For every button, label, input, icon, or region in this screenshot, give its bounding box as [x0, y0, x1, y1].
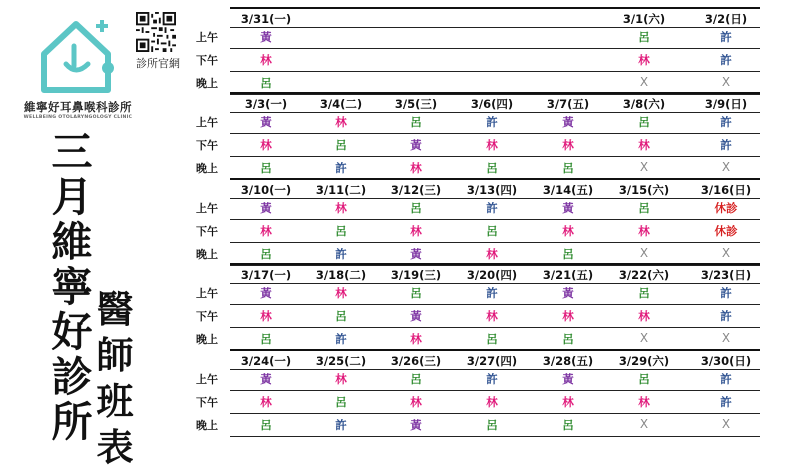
date-header: 3/27(四)	[466, 354, 518, 368]
schedule-cell: 黃	[410, 418, 422, 432]
slot-row-divider	[230, 436, 760, 437]
slot-label-morning: 上午	[196, 202, 218, 215]
slot-row-divider	[230, 304, 760, 305]
date-header: 3/13(四)	[466, 183, 518, 197]
date-header: 3/18(二)	[315, 268, 367, 282]
date-header: 3/12(三)	[390, 183, 442, 197]
schedule-cell: 林	[638, 53, 650, 67]
schedule-cell: 黃	[260, 286, 272, 300]
slot-row-divider	[230, 219, 760, 220]
schedule-cell: 林	[260, 395, 272, 409]
schedule-cell: 黃	[410, 309, 422, 323]
date-row-divider	[230, 369, 760, 370]
clinic-branding	[0, 0, 190, 469]
schedule-cell: 呂	[410, 115, 422, 129]
schedule-cell: 呂	[335, 395, 347, 409]
schedule-cell: 黃	[562, 372, 574, 386]
date-header: 3/5(三)	[394, 97, 438, 111]
date-header: 3/8(六)	[622, 97, 666, 111]
schedule-cell: 黃	[410, 247, 422, 261]
schedule-cell: 林	[486, 395, 498, 409]
schedule-cell: 林	[638, 395, 650, 409]
slot-row-divider	[230, 265, 760, 266]
schedule-cell: X	[639, 75, 649, 89]
schedule-cell: 林	[335, 201, 347, 215]
date-row-divider	[230, 27, 760, 28]
schedule-cell: 休診	[714, 224, 738, 238]
schedule-cell: 黃	[260, 372, 272, 386]
slot-label-morning: 上午	[196, 287, 218, 300]
page-title-part2: 醫師班表	[96, 288, 134, 469]
date-header: 3/17(一)	[240, 268, 292, 282]
week-divider	[230, 178, 760, 180]
schedule-cell: 林	[410, 395, 422, 409]
slot-label-evening: 晚上	[196, 162, 218, 175]
slot-label-evening: 晚上	[196, 248, 218, 261]
schedule-cell: 呂	[638, 201, 650, 215]
schedule-cell: 呂	[562, 332, 574, 346]
schedule-cell: 呂	[410, 286, 422, 300]
schedule-cell: 林	[260, 309, 272, 323]
schedule-cell: 呂	[486, 418, 498, 432]
schedule-cell: 林	[562, 224, 574, 238]
schedule-cell: 呂	[486, 161, 498, 175]
schedule-cell: 黃	[260, 30, 272, 44]
schedule-cell: 林	[335, 286, 347, 300]
schedule-cell: 呂	[335, 309, 347, 323]
doctor-schedule-table	[190, 0, 770, 450]
schedule-cell: 許	[486, 372, 498, 386]
schedule-cell: 呂	[562, 161, 574, 175]
clinic-name-english: WELLBEING OTOLARYNGOLOGY CLINIC	[23, 115, 133, 120]
qr-code[interactable]	[136, 12, 176, 52]
schedule-cell: 呂	[410, 201, 422, 215]
schedule-cell: 呂	[562, 418, 574, 432]
schedule-cell: 許	[720, 138, 732, 152]
schedule-cell: 黃	[260, 115, 272, 129]
schedule-cell: 林	[562, 138, 574, 152]
clinic-logo-house-icon	[38, 16, 114, 96]
week-divider	[230, 92, 760, 94]
schedule-cell: 呂	[486, 332, 498, 346]
schedule-cell: 許	[720, 309, 732, 323]
schedule-cell: 林	[638, 224, 650, 238]
slot-label-evening: 晚上	[196, 419, 218, 432]
schedule-cell: 許	[720, 372, 732, 386]
date-row-divider	[230, 112, 760, 113]
schedule-cell: 呂	[638, 372, 650, 386]
schedule-cell: 林	[410, 224, 422, 238]
schedule-cell: 許	[720, 286, 732, 300]
schedule-cell: 林	[410, 161, 422, 175]
schedule-cell: 呂	[638, 30, 650, 44]
schedule-cell: X	[639, 160, 649, 174]
schedule-cell: 黃	[562, 115, 574, 129]
schedule-cell: 呂	[260, 161, 272, 175]
week-divider	[230, 349, 760, 351]
schedule-cell: 呂	[638, 286, 650, 300]
date-row-divider	[230, 283, 760, 284]
date-header: 3/30(日)	[700, 354, 752, 368]
slot-label-morning: 上午	[196, 31, 218, 44]
schedule-cell: 呂	[486, 224, 498, 238]
schedule-cell: 林	[562, 395, 574, 409]
slot-row-divider	[230, 390, 760, 391]
schedule-cell: 呂	[638, 115, 650, 129]
date-header: 3/26(三)	[390, 354, 442, 368]
schedule-cell: 許	[486, 201, 498, 215]
schedule-cell: 林	[335, 372, 347, 386]
slot-label-morning: 上午	[196, 116, 218, 129]
schedule-cell: 許	[335, 247, 347, 261]
schedule-cell: 林	[410, 332, 422, 346]
schedule-cell: X	[721, 246, 731, 260]
schedule-cell: X	[639, 331, 649, 345]
schedule-cell: X	[721, 417, 731, 431]
slot-row-divider	[230, 48, 760, 49]
date-header: 3/20(四)	[466, 268, 518, 282]
schedule-cell: 呂	[562, 247, 574, 261]
slot-row-divider	[230, 94, 760, 95]
week-divider	[230, 7, 760, 9]
date-header: 3/10(一)	[240, 183, 292, 197]
schedule-cell: 林	[260, 138, 272, 152]
schedule-cell: X	[721, 75, 731, 89]
schedule-cell: 林	[486, 138, 498, 152]
date-header: 3/28(五)	[542, 354, 594, 368]
date-header: 3/2(日)	[704, 12, 748, 26]
date-header: 3/1(六)	[622, 12, 666, 26]
slot-label-afternoon: 下午	[196, 396, 218, 409]
schedule-cell: 呂	[260, 332, 272, 346]
schedule-cell: 許	[720, 53, 732, 67]
schedule-cell: 林	[638, 138, 650, 152]
date-header: 3/15(六)	[618, 183, 670, 197]
schedule-cell: 許	[335, 332, 347, 346]
slot-label-evening: 晚上	[196, 77, 218, 90]
slot-row-divider	[230, 156, 760, 157]
slot-row-divider	[230, 242, 760, 243]
slot-label-evening: 晚上	[196, 333, 218, 346]
slot-row-divider	[230, 327, 760, 328]
schedule-cell: X	[721, 160, 731, 174]
schedule-cell: 許	[720, 30, 732, 44]
slot-label-afternoon: 下午	[196, 139, 218, 152]
schedule-cell: 許	[486, 115, 498, 129]
date-header: 3/25(二)	[315, 354, 367, 368]
date-header: 3/16(日)	[700, 183, 752, 197]
schedule-cell: 休診	[714, 201, 738, 215]
page-title-part1: 三月維寧好診所	[51, 128, 93, 446]
date-header: 3/11(二)	[315, 183, 367, 197]
week-divider	[230, 263, 760, 265]
schedule-cell: X	[639, 246, 649, 260]
date-header: 3/3(一)	[244, 97, 288, 111]
date-row-divider	[230, 198, 760, 199]
slot-row-divider	[230, 133, 760, 134]
qr-code-label: 診所官網	[136, 57, 180, 70]
schedule-cell: 黃	[410, 138, 422, 152]
schedule-cell: 林	[260, 53, 272, 67]
schedule-cell: 林	[486, 247, 498, 261]
schedule-cell: 許	[720, 395, 732, 409]
schedule-cell: 許	[486, 286, 498, 300]
schedule-cell: 許	[335, 161, 347, 175]
date-header: 3/21(五)	[542, 268, 594, 282]
slot-row-divider	[230, 71, 760, 72]
schedule-cell: 林	[638, 309, 650, 323]
schedule-cell: 呂	[260, 76, 272, 90]
schedule-cell: 林	[486, 309, 498, 323]
date-header: 3/29(六)	[618, 354, 670, 368]
date-header: 3/24(一)	[240, 354, 292, 368]
schedule-cell: 黃	[260, 201, 272, 215]
clinic-name: 維寧好耳鼻喉科診所	[24, 100, 132, 114]
date-header: 3/19(三)	[390, 268, 442, 282]
schedule-cell: 林	[335, 115, 347, 129]
date-header: 3/4(二)	[319, 97, 363, 111]
date-header: 3/7(五)	[546, 97, 590, 111]
date-header: 3/22(六)	[618, 268, 670, 282]
schedule-cell: 林	[260, 224, 272, 238]
date-header: 3/31(一)	[240, 12, 292, 26]
date-header: 3/14(五)	[542, 183, 594, 197]
schedule-cell: X	[639, 417, 649, 431]
schedule-cell: 黃	[562, 201, 574, 215]
schedule-cell: 許	[335, 418, 347, 432]
slot-label-morning: 上午	[196, 373, 218, 386]
schedule-cell: 呂	[260, 418, 272, 432]
slot-row-divider	[230, 413, 760, 414]
slot-label-afternoon: 下午	[196, 225, 218, 238]
slot-label-afternoon: 下午	[196, 54, 218, 67]
schedule-cell: 呂	[410, 372, 422, 386]
date-header: 3/6(四)	[470, 97, 514, 111]
schedule-cell: 呂	[335, 224, 347, 238]
schedule-cell: X	[721, 331, 731, 345]
slot-label-afternoon: 下午	[196, 310, 218, 323]
schedule-cell: 呂	[335, 138, 347, 152]
schedule-cell: 黃	[562, 286, 574, 300]
date-header: 3/23(日)	[700, 268, 752, 282]
schedule-cell: 呂	[260, 247, 272, 261]
schedule-cell: 許	[720, 115, 732, 129]
schedule-cell: 林	[562, 309, 574, 323]
date-header: 3/9(日)	[704, 97, 748, 111]
